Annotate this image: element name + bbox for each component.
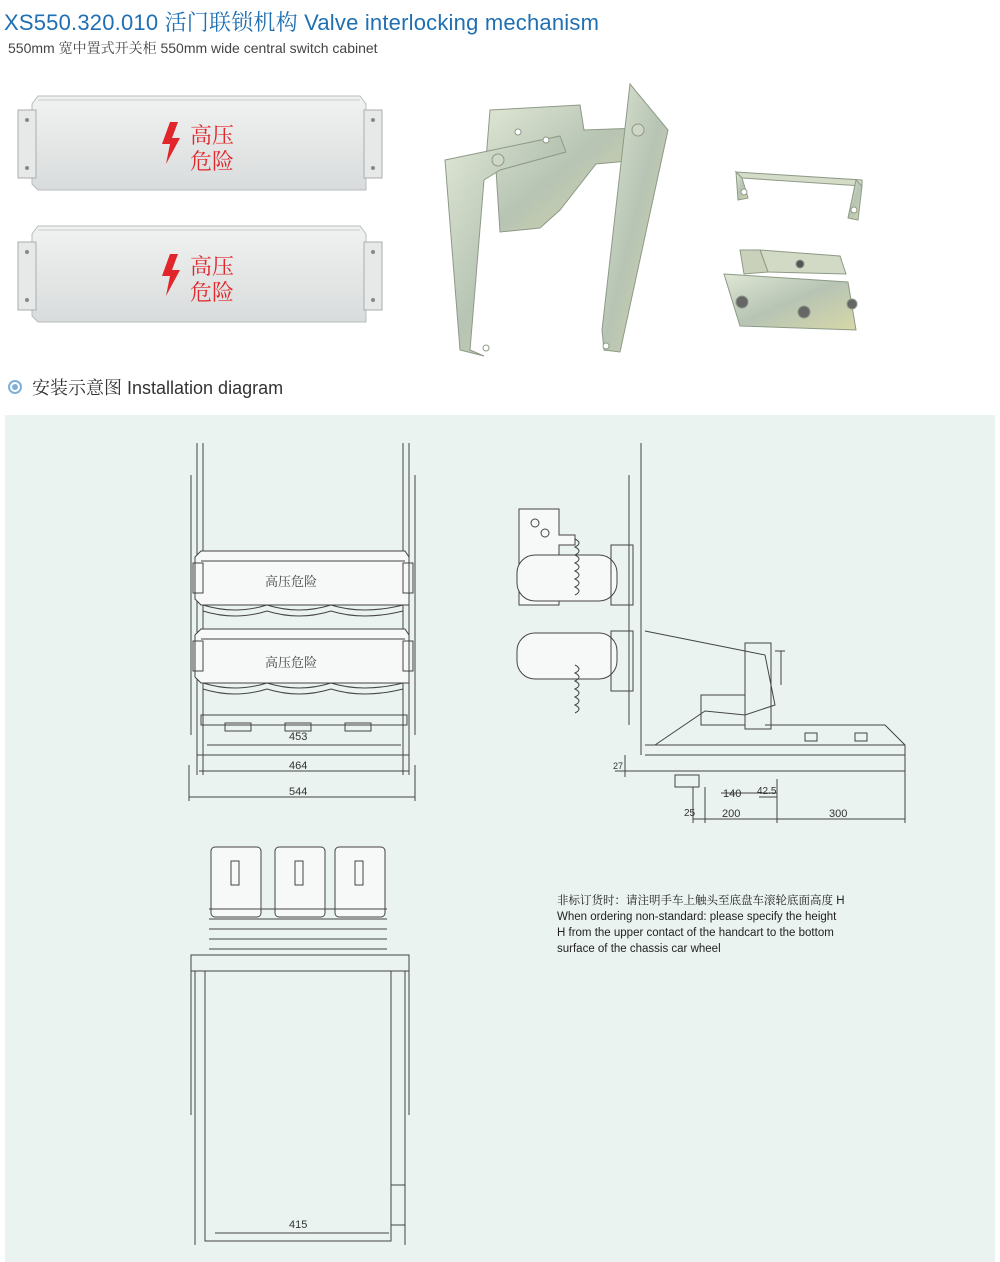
linkage-mechanism-photo: [445, 84, 668, 356]
dim-label-300: 300: [829, 808, 848, 820]
bracket-photo: [736, 172, 862, 220]
dim-label-25: 25: [684, 808, 696, 819]
page-subtitle: 550mm 宽中置式开关柜 550mm wide central switch cabinet: [8, 40, 378, 56]
side-view-drawing: [517, 443, 905, 823]
panel-label-top-1: 高压: [190, 123, 235, 148]
section-heading: [8, 374, 283, 400]
section-heading-label: 安装示意图 Installation diagram: [32, 378, 284, 398]
dim-label-415: 415: [289, 1219, 308, 1231]
front-panel-label-top: 高压危险: [265, 574, 318, 589]
dim-label-42-5: 42.5: [757, 786, 777, 797]
note-line-2: When ordering non-standard: please specify the height: [557, 911, 837, 923]
bullet-circle-icon: [8, 380, 22, 394]
note-line-3: H from the upper contact of the handcart to the bottom: [557, 927, 834, 939]
note-line-4: surface of the chassis car wheel: [557, 943, 721, 955]
dim-label-140: 140: [723, 788, 742, 800]
panel-label-bottom-1: 危险: [190, 149, 235, 174]
dim-label-453: 453: [289, 731, 308, 743]
latch-block-photo: [724, 250, 857, 330]
product-photos: [0, 60, 1000, 370]
front-view-drawing: [189, 443, 415, 801]
front-panel-label-bottom: 高压危险: [265, 655, 318, 670]
dim-label-27: 27: [613, 761, 624, 771]
panel-label-top-2: 高压: [190, 254, 235, 279]
dim-label-464: 464: [289, 760, 308, 772]
installation-diagram: [5, 415, 995, 1262]
drawing-canvas: [5, 415, 995, 1262]
plan-view-drawing: [191, 847, 409, 1245]
note-line-1: 非标订货时：请注明手车上触头至底盘车滚轮底面高度 H: [557, 895, 845, 907]
panel-label-bottom-2: 危险: [190, 280, 235, 305]
page-title: XS550.320.010 活门联锁机构 Valve interlocking mechanism: [4, 10, 600, 35]
dim-label-200: 200: [722, 808, 741, 820]
dim-label-544: 544: [289, 786, 308, 798]
ordering-note: [557, 893, 897, 957]
